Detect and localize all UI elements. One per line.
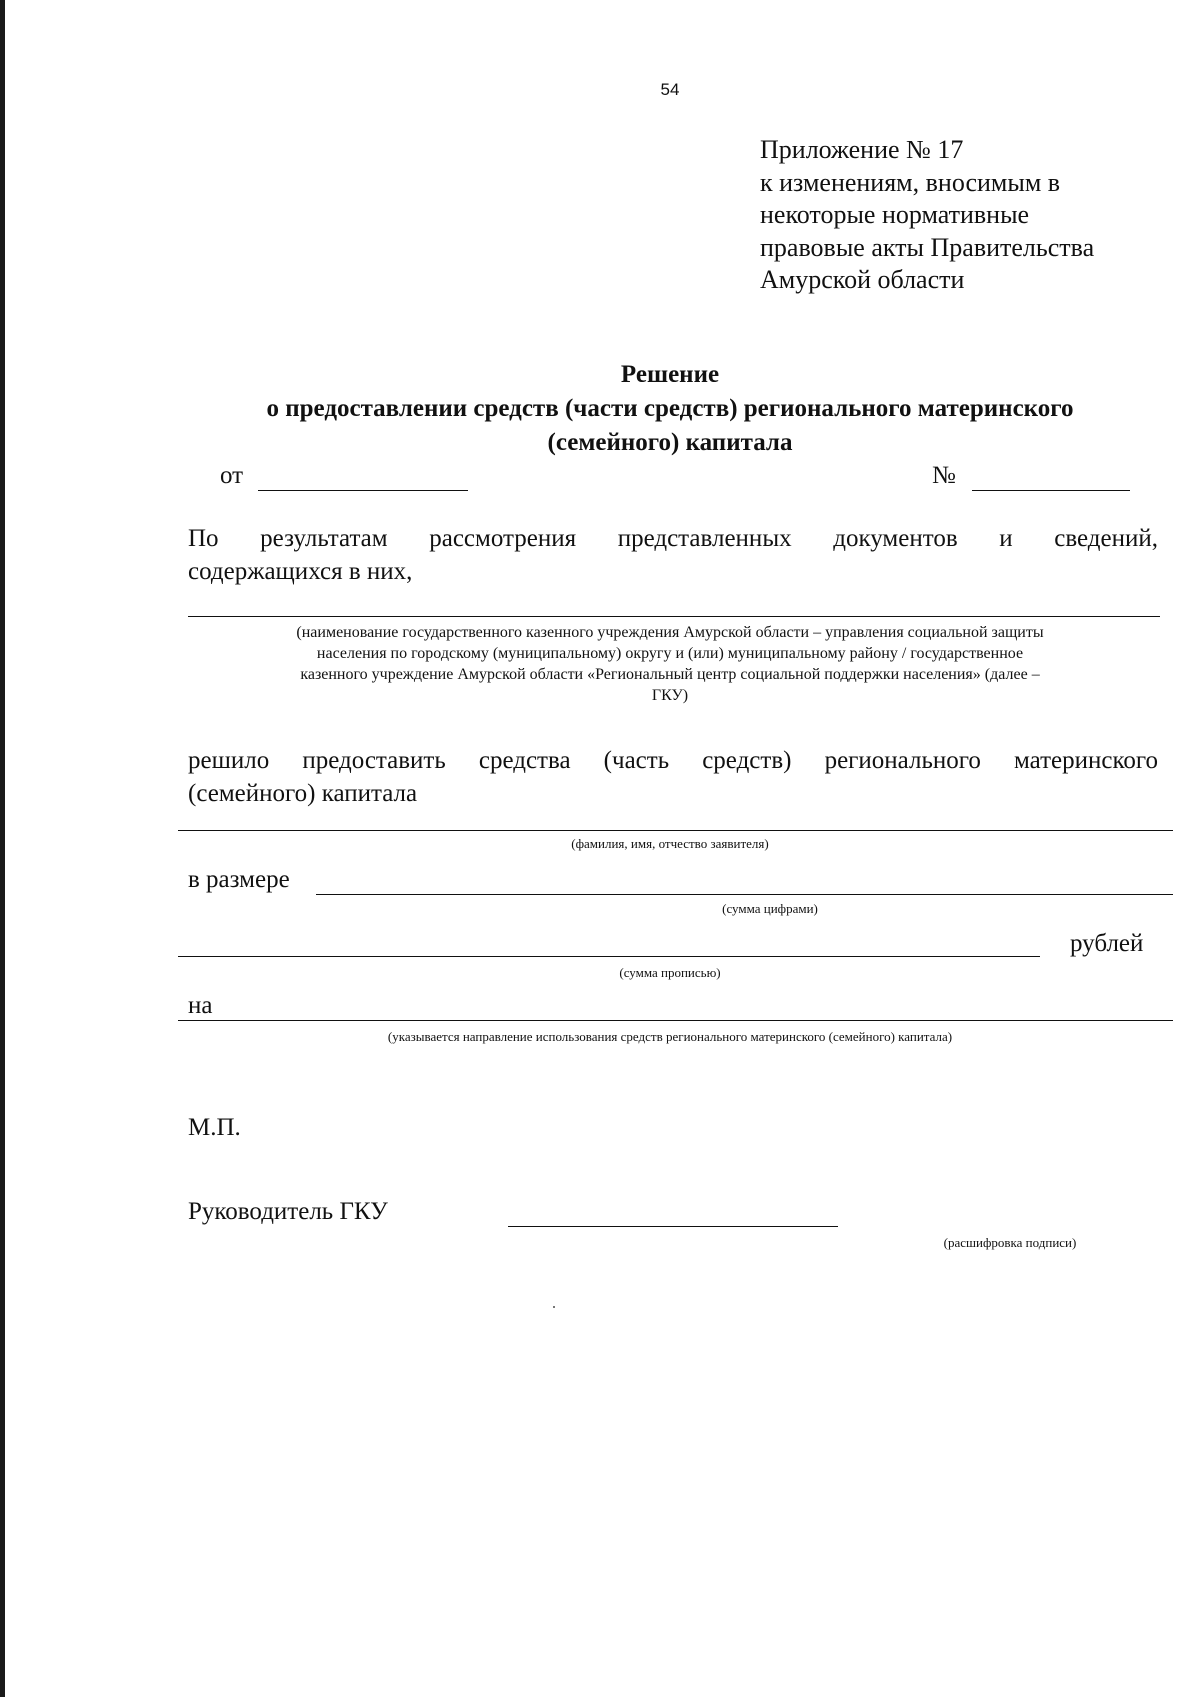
scan-speck [553, 1306, 555, 1308]
stamp-label: М.П. [188, 1114, 241, 1141]
annex-line: правовые акты Правительства [760, 232, 1095, 262]
decision-line-2: (семейного) капитала [188, 780, 418, 807]
purpose-caption: (указывается направление использования средств регионального материнского (семейного) капитала) [387, 1029, 953, 1044]
annex-line: некоторые нормативные [760, 200, 1030, 229]
signature-caption: (расшифровка подписи) [943, 1235, 1077, 1250]
applicant-field[interactable] [178, 810, 1173, 831]
applicant-caption: (фамилия, имя, отчество заявителя) [571, 836, 769, 851]
amount-words-caption: (сумма прописью) [619, 965, 721, 980]
intro-line-1: По результатам рассмотрения представленных документов и сведений, [188, 525, 1158, 552]
annex-line: Амурской области [760, 265, 965, 294]
title-line-2: о предоставлении средств (части средств) регионального материнского [266, 395, 1074, 422]
institution-field[interactable] [188, 596, 1160, 617]
page-number: 54 [660, 80, 680, 99]
number-field[interactable] [972, 462, 1130, 491]
scan-edge [0, 0, 5, 1697]
title-line-3: (семейного) капитала [547, 429, 793, 456]
date-field[interactable] [258, 462, 468, 491]
document-title [170, 358, 1170, 460]
signature-field[interactable] [508, 1202, 838, 1227]
amount-words-field[interactable] [178, 932, 1040, 957]
annex-header [760, 134, 1094, 297]
intro-line-2: содержащихся в них, [188, 558, 413, 585]
number-label: № [932, 462, 956, 489]
annex-line: Приложение № 17 [760, 135, 964, 164]
purpose-label: на [188, 992, 213, 1019]
amount-digits-field[interactable] [316, 870, 1173, 895]
head-label: Руководитель ГКУ [188, 1198, 388, 1225]
decision-paragraph [188, 744, 1158, 810]
purpose-field[interactable] [178, 996, 1173, 1021]
decision-line-1: решило предоставить средства (часть средств) регионального материнского [188, 747, 1158, 774]
amount-digits-caption: (сумма цифрами) [722, 901, 818, 916]
institution-caption: (наименование государственного казенного учреждения Амурской области – управления социальной защиты населения по городскому (муниципальному) округу и (или) муниципальному району / государственное казенного учреждение Амурской области «Региональный центр социальной поддержки населения» (далее – ГКУ) [296, 624, 1044, 704]
amount-label: в размере [188, 866, 290, 893]
annex-line: к изменениям, вносимым в [760, 167, 1061, 197]
title-line-1: Решение [620, 361, 720, 388]
date-label: от [220, 462, 244, 489]
rubles-label: рублей [1070, 930, 1144, 957]
intro-paragraph [188, 522, 1158, 588]
